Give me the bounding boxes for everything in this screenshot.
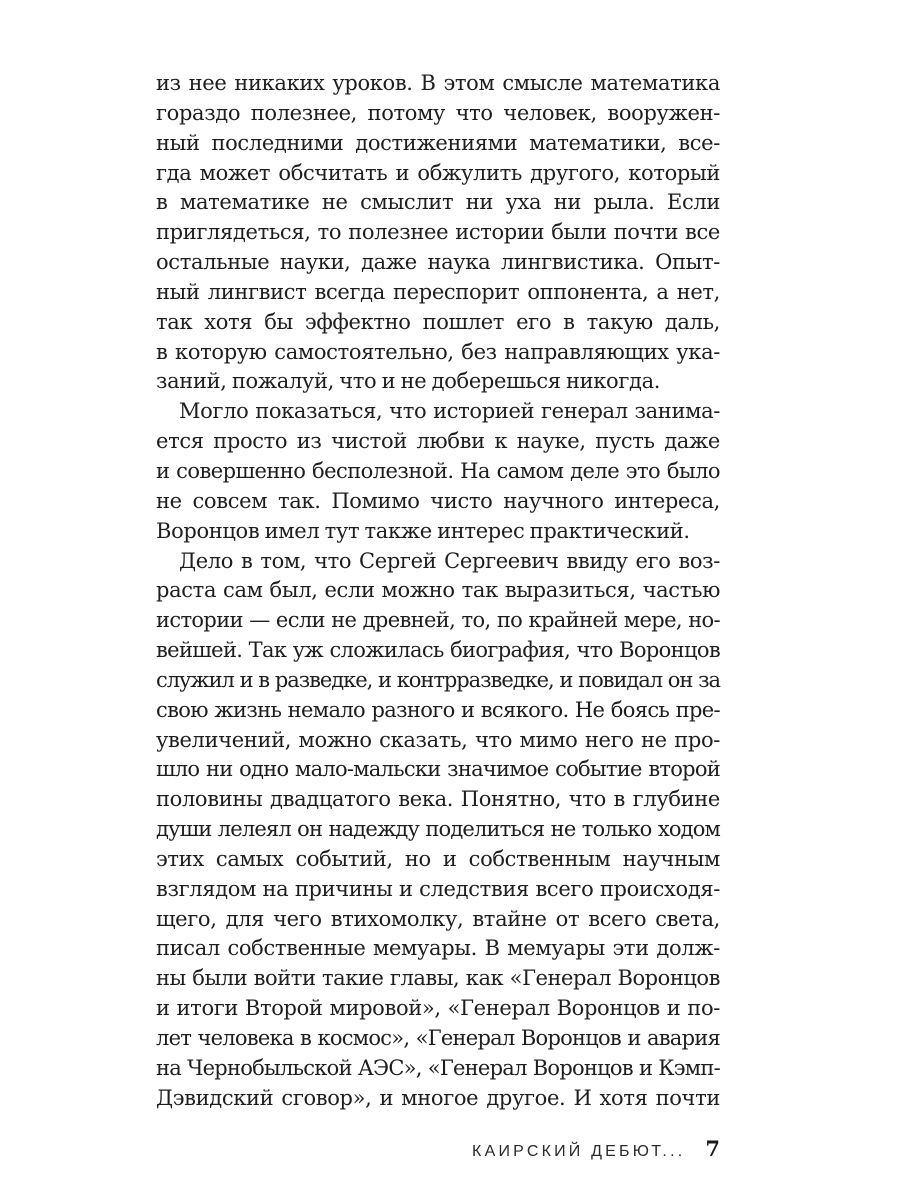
text-line: Воронцов имел тут также интерес практический.	[156, 518, 690, 543]
text-line: Могло показаться, что историей генерал занима-	[179, 399, 720, 424]
text-line: не совсем так. Помимо чисто научного интереса,	[156, 488, 720, 513]
text-line: ется просто из чистой любви к науке, пусть даже	[156, 429, 720, 454]
text-line: этих самых событий, но и собственным научным	[156, 846, 720, 871]
running-footer	[472, 1134, 720, 1164]
page-number: 7	[705, 1136, 720, 1161]
paragraph-1	[156, 69, 720, 397]
text-line: писал собственные мемуары. В мемуары эти долж-	[156, 936, 720, 961]
text-line: истории — если не древней, то, по крайней мере, но-	[156, 608, 720, 633]
text-line: половины двадцатого века. Понятно, что в глубине	[156, 787, 720, 812]
text-line: и итоги Второй мировой», «Генерал Воронцов и по-	[156, 996, 720, 1021]
text-line: на Чернобыльской АЭС», «Генерал Воронцов и Кэмп-	[156, 1055, 720, 1080]
text-line: свою жизнь немало разного и всякого. Не боясь пре-	[156, 697, 720, 722]
text-line: ный лингвист всегда переспорит оппонента, а нет,	[156, 279, 720, 304]
text-line: Дело в том, что Сергей Сергеевич ввиду его воз-	[179, 548, 720, 573]
text-line: служил и в разведке, и контрразведке, и повидал он за	[156, 667, 720, 692]
text-line: в которую самостоятельно, без направляющих ука-	[156, 339, 720, 364]
text-line: увеличений, можно сказать, что мимо него не про-	[156, 727, 720, 752]
text-line: души лелеял он надежду поделиться не только ходом	[156, 817, 720, 842]
text-line: лет человека в космос», «Генерал Воронцов и авария	[156, 1026, 720, 1050]
text-line: заний, пожалуй, что и не доберешься никогда.	[156, 369, 661, 394]
text-line: Дэвидский сговор», и многое другое. И хотя почти	[156, 1085, 720, 1110]
paragraph-2	[156, 397, 720, 546]
text-line: так хотя бы эффектно пошлет его в такую даль,	[156, 309, 720, 334]
text-line: и совершенно бесполезной. На самом деле это было	[156, 458, 720, 483]
text-line: шло ни одно мало-мальски значимое событие второй	[156, 757, 720, 782]
text-line: гда может обсчитать и обжулить другого, который	[156, 160, 720, 185]
running-title: КАИРСКИЙ ДЕБЮТ...	[472, 1143, 686, 1160]
text-line: раста сам был, если можно так выразиться, частью	[156, 578, 720, 603]
text-line: приглядеться, то полезнее истории были почти все	[156, 220, 720, 245]
text-line: в математике не смыслит ни уха ни рыла. Если	[156, 190, 720, 215]
text-line: вейшей. Так уж сложилась биография, что Воронцов	[156, 638, 720, 663]
paragraph-3	[156, 547, 720, 1114]
text-line: взглядом на причины и следствия всего происходя-	[156, 876, 720, 901]
text-line: остальные науки, даже наука лингвистика. Опыт-	[156, 250, 720, 275]
text-line: ный последними достижениями математики, все-	[156, 130, 720, 155]
page-body	[156, 69, 720, 1114]
text-line: из нее никаких уроков. В этом смысле математика	[156, 71, 720, 95]
text-line: щего, для чего втихомолку, втайне от всего света,	[156, 906, 720, 931]
text-line: ны были войти такие главы, как «Генерал Воронцов	[156, 966, 720, 991]
text-line: гораздо полезнее, потому что человек, вооружен-	[156, 100, 720, 125]
